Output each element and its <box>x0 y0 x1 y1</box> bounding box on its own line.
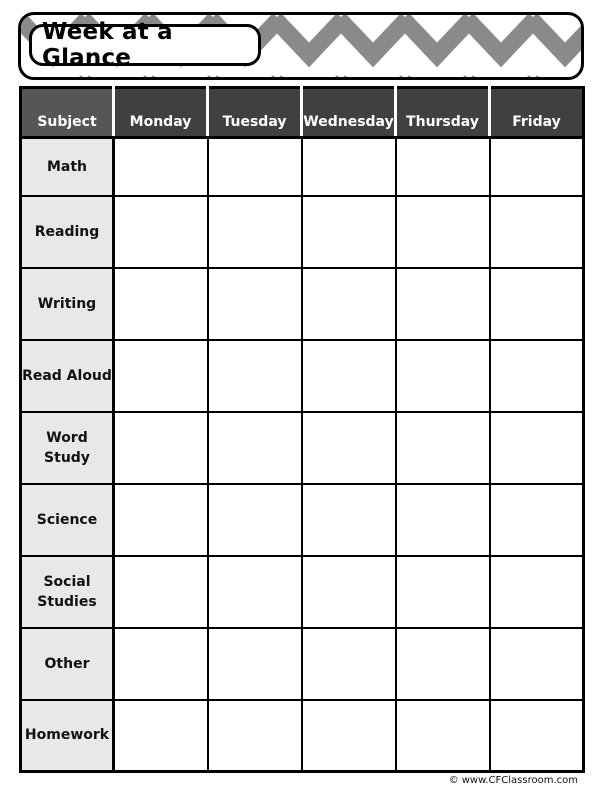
column-header-subject: Subject <box>21 88 114 138</box>
planner-cell[interactable] <box>490 412 584 484</box>
planner-cell[interactable] <box>208 700 302 772</box>
planner-cell[interactable] <box>114 556 208 628</box>
page-title: Week at a Glance <box>29 24 261 66</box>
planner-cell[interactable] <box>208 556 302 628</box>
planner-cell[interactable] <box>396 196 490 268</box>
subject-label: Reading <box>21 196 114 268</box>
planner-cell[interactable] <box>114 268 208 340</box>
planner-cell[interactable] <box>114 700 208 772</box>
subject-label: Writing <box>21 268 114 340</box>
planner-cell[interactable] <box>114 138 208 196</box>
planner-cell[interactable] <box>208 196 302 268</box>
planner-cell[interactable] <box>302 484 396 556</box>
planner-cell[interactable] <box>208 268 302 340</box>
title-banner <box>18 12 584 80</box>
planner-cell[interactable] <box>114 412 208 484</box>
planner-cell[interactable] <box>396 268 490 340</box>
planner-cell[interactable] <box>208 628 302 700</box>
subject-label: Read Aloud <box>21 340 114 412</box>
planner-cell[interactable] <box>490 484 584 556</box>
planner-cell[interactable] <box>114 484 208 556</box>
planner-cell[interactable] <box>490 196 584 268</box>
table-row <box>21 268 584 340</box>
planner-cell[interactable] <box>490 268 584 340</box>
table-row <box>21 340 584 412</box>
table-row <box>21 412 584 484</box>
planner-cell[interactable] <box>396 556 490 628</box>
planner-cell[interactable] <box>302 340 396 412</box>
week-planner-table <box>19 86 585 773</box>
planner-cell[interactable] <box>490 556 584 628</box>
copyright-footer: © www.CFClassroom.com <box>448 775 578 786</box>
planner-cell[interactable] <box>490 700 584 772</box>
column-header-thursday: Thursday <box>396 88 490 138</box>
table-row <box>21 556 584 628</box>
planner-cell[interactable] <box>302 268 396 340</box>
planner-cell[interactable] <box>302 412 396 484</box>
planner-cell[interactable] <box>490 628 584 700</box>
column-header-wednesday: Wednesday <box>302 88 396 138</box>
planner-cell[interactable] <box>490 138 584 196</box>
table-row <box>21 138 584 196</box>
subject-label: Math <box>21 138 114 196</box>
planner-cell[interactable] <box>396 628 490 700</box>
planner-cell[interactable] <box>490 340 584 412</box>
subject-label: Social Studies <box>21 556 114 628</box>
table-row <box>21 628 584 700</box>
column-header-monday: Monday <box>114 88 208 138</box>
planner-cell[interactable] <box>302 138 396 196</box>
planner-cell[interactable] <box>396 412 490 484</box>
planner-cell[interactable] <box>208 412 302 484</box>
planner-cell[interactable] <box>302 196 396 268</box>
planner-cell[interactable] <box>208 138 302 196</box>
planner-cell[interactable] <box>396 340 490 412</box>
planner-cell[interactable] <box>396 700 490 772</box>
subject-label: Other <box>21 628 114 700</box>
subject-label: Word Study <box>21 412 114 484</box>
planner-cell[interactable] <box>208 484 302 556</box>
subject-label: Science <box>21 484 114 556</box>
planner-cell[interactable] <box>208 340 302 412</box>
table-row <box>21 196 584 268</box>
subject-label: Homework <box>21 700 114 772</box>
planner-cell[interactable] <box>114 628 208 700</box>
table-row <box>21 700 584 772</box>
column-header-friday: Friday <box>490 88 584 138</box>
table-row <box>21 484 584 556</box>
planner-cell[interactable] <box>302 556 396 628</box>
header-row <box>21 88 584 138</box>
planner-cell[interactable] <box>396 484 490 556</box>
planner-cell[interactable] <box>302 628 396 700</box>
planner-cell[interactable] <box>114 340 208 412</box>
planner-cell[interactable] <box>114 196 208 268</box>
planner-cell[interactable] <box>396 138 490 196</box>
planner-cell[interactable] <box>302 700 396 772</box>
column-header-tuesday: Tuesday <box>208 88 302 138</box>
